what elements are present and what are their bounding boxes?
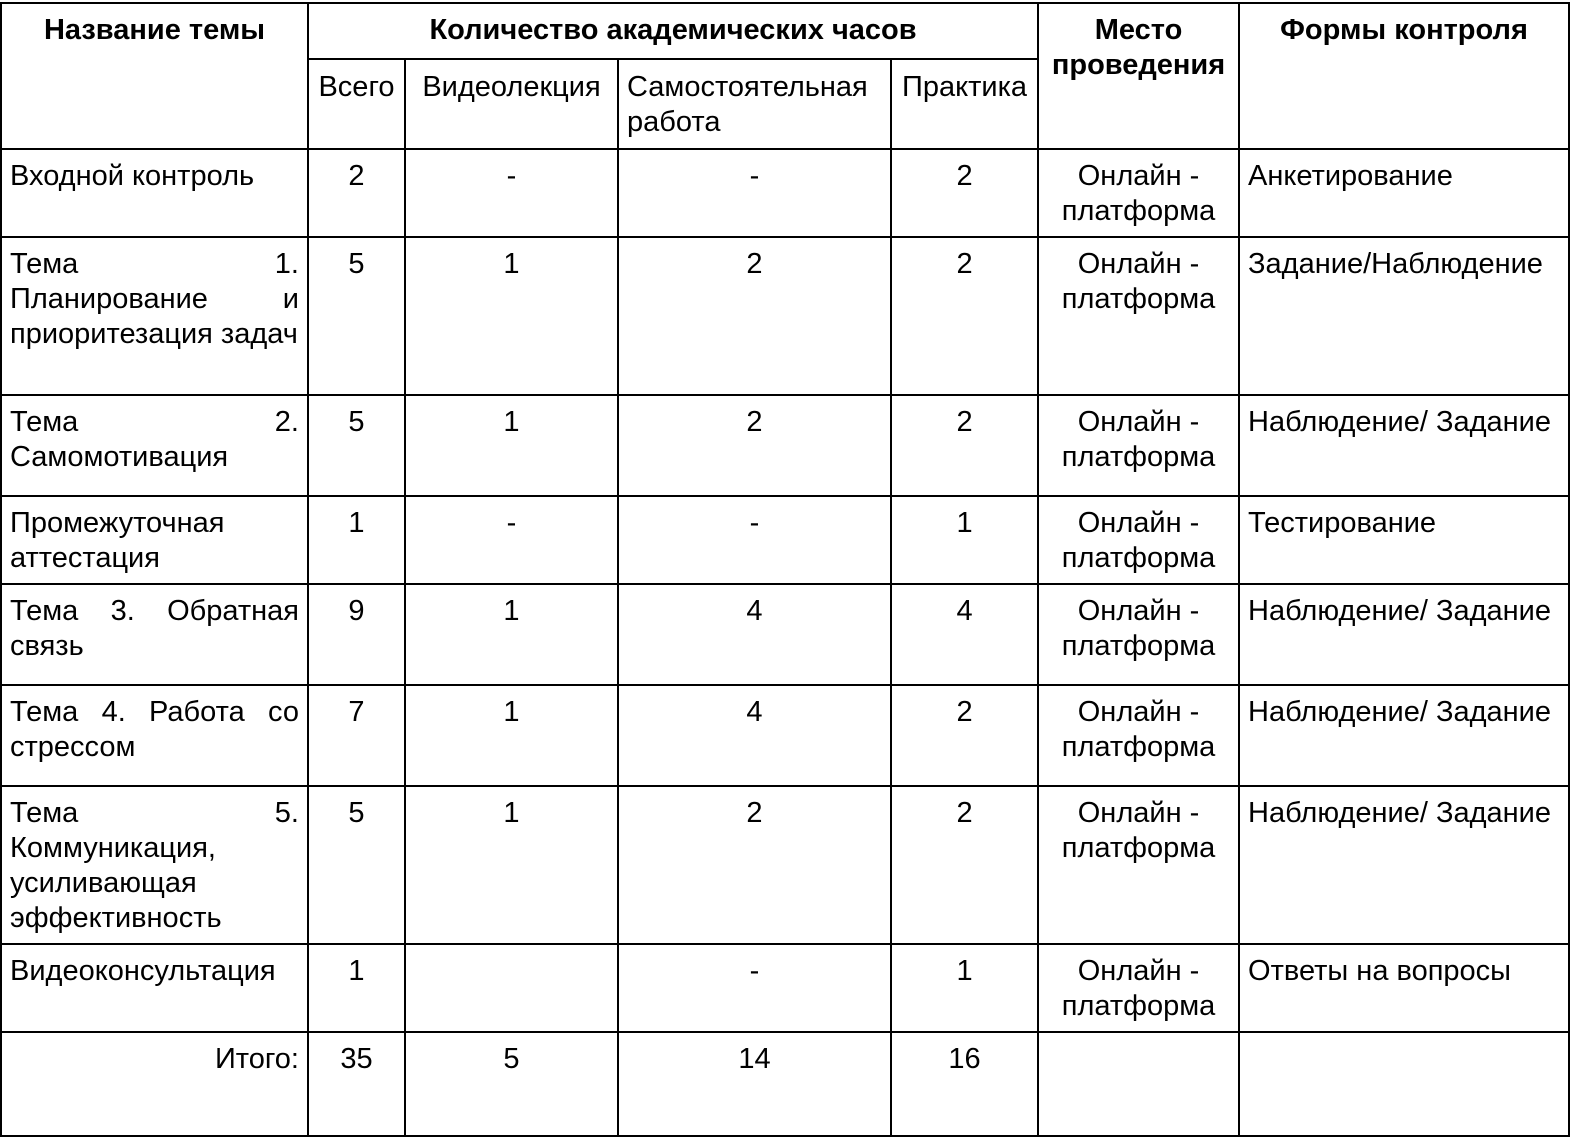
row-self: 4	[618, 584, 891, 685]
row-practice: 2	[891, 685, 1038, 786]
row-total: 2	[308, 149, 405, 237]
table-row	[1, 237, 1569, 395]
row-video: 1	[405, 395, 618, 496]
table-row	[1, 786, 1569, 944]
row-topic: Видеоконсультация	[1, 944, 308, 1032]
header-hours-group: Количество академических часов	[308, 3, 1038, 59]
row-video	[405, 944, 618, 1032]
header-topic-name: Название темы	[1, 3, 308, 149]
row-place: Онлайн - платформа	[1038, 395, 1239, 496]
row-place: Онлайн - платформа	[1038, 149, 1239, 237]
header-video-lecture: Видеолекция	[405, 59, 618, 149]
row-video: -	[405, 149, 618, 237]
table-row	[1, 496, 1569, 584]
header-total: Всего	[308, 59, 405, 149]
row-video: -	[405, 496, 618, 584]
row-self: 2	[618, 786, 891, 944]
header-practice: Практика	[891, 59, 1038, 149]
row-video: 1	[405, 237, 618, 395]
row-place: Онлайн - платформа	[1038, 786, 1239, 944]
totals-self: 14	[618, 1032, 891, 1136]
row-control: Тестирование	[1239, 496, 1569, 584]
totals-control	[1239, 1032, 1569, 1136]
totals-label: Итого:	[1, 1032, 308, 1136]
row-self: -	[618, 496, 891, 584]
row-total: 5	[308, 395, 405, 496]
row-video: 1	[405, 685, 618, 786]
totals-total: 35	[308, 1032, 405, 1136]
table-row	[1, 395, 1569, 496]
row-topic: Тема 2. Самомотивация	[1, 395, 308, 496]
row-practice: 2	[891, 237, 1038, 395]
row-self: 4	[618, 685, 891, 786]
row-place: Онлайн - платформа	[1038, 237, 1239, 395]
row-video: 1	[405, 584, 618, 685]
row-topic: Тема 4. Работа со стрессом	[1, 685, 308, 786]
table-row	[1, 584, 1569, 685]
totals-video: 5	[405, 1032, 618, 1136]
study-plan-table	[0, 2, 1570, 1137]
row-self: -	[618, 944, 891, 1032]
row-topic: Тема 3. Обратная связь	[1, 584, 308, 685]
table-body	[1, 149, 1569, 1136]
row-control: Анкетирование	[1239, 149, 1569, 237]
row-total: 1	[308, 944, 405, 1032]
table-header	[1, 3, 1569, 149]
header-place: Место проведения	[1038, 3, 1239, 149]
row-control: Наблюдение/ Задание	[1239, 786, 1569, 944]
row-place: Онлайн - платформа	[1038, 496, 1239, 584]
row-place: Онлайн - платформа	[1038, 685, 1239, 786]
table-row	[1, 685, 1569, 786]
totals-practice: 16	[891, 1032, 1038, 1136]
totals-place	[1038, 1032, 1239, 1136]
row-total: 5	[308, 786, 405, 944]
table-row	[1, 944, 1569, 1032]
row-self: -	[618, 149, 891, 237]
row-self: 2	[618, 237, 891, 395]
row-place: Онлайн - платформа	[1038, 944, 1239, 1032]
row-place: Онлайн - платформа	[1038, 584, 1239, 685]
row-topic: Входной контроль	[1, 149, 308, 237]
row-total: 9	[308, 584, 405, 685]
row-total: 5	[308, 237, 405, 395]
header-row-main	[1, 3, 1569, 59]
row-self: 2	[618, 395, 891, 496]
row-practice: 1	[891, 496, 1038, 584]
row-control: Ответы на вопросы	[1239, 944, 1569, 1032]
row-control: Наблюдение/ Задание	[1239, 584, 1569, 685]
row-video: 1	[405, 786, 618, 944]
row-topic: Промежуточная аттестация	[1, 496, 308, 584]
row-control: Наблюдение/ Задание	[1239, 395, 1569, 496]
header-self-study: Самостоятельная работа	[618, 59, 891, 149]
row-practice: 1	[891, 944, 1038, 1032]
row-practice: 2	[891, 395, 1038, 496]
row-total: 7	[308, 685, 405, 786]
row-total: 1	[308, 496, 405, 584]
row-control: Задание/Наблюдение	[1239, 237, 1569, 395]
row-topic: Тема 1. Планирование и приоритезация задач	[1, 237, 308, 395]
totals-row	[1, 1032, 1569, 1136]
header-control-forms: Формы контроля	[1239, 3, 1569, 149]
row-practice: 4	[891, 584, 1038, 685]
row-topic: Тема 5. Коммуникация, усиливающая эффективность	[1, 786, 308, 944]
row-control: Наблюдение/ Задание	[1239, 685, 1569, 786]
row-practice: 2	[891, 786, 1038, 944]
table-row	[1, 149, 1569, 237]
row-practice: 2	[891, 149, 1038, 237]
